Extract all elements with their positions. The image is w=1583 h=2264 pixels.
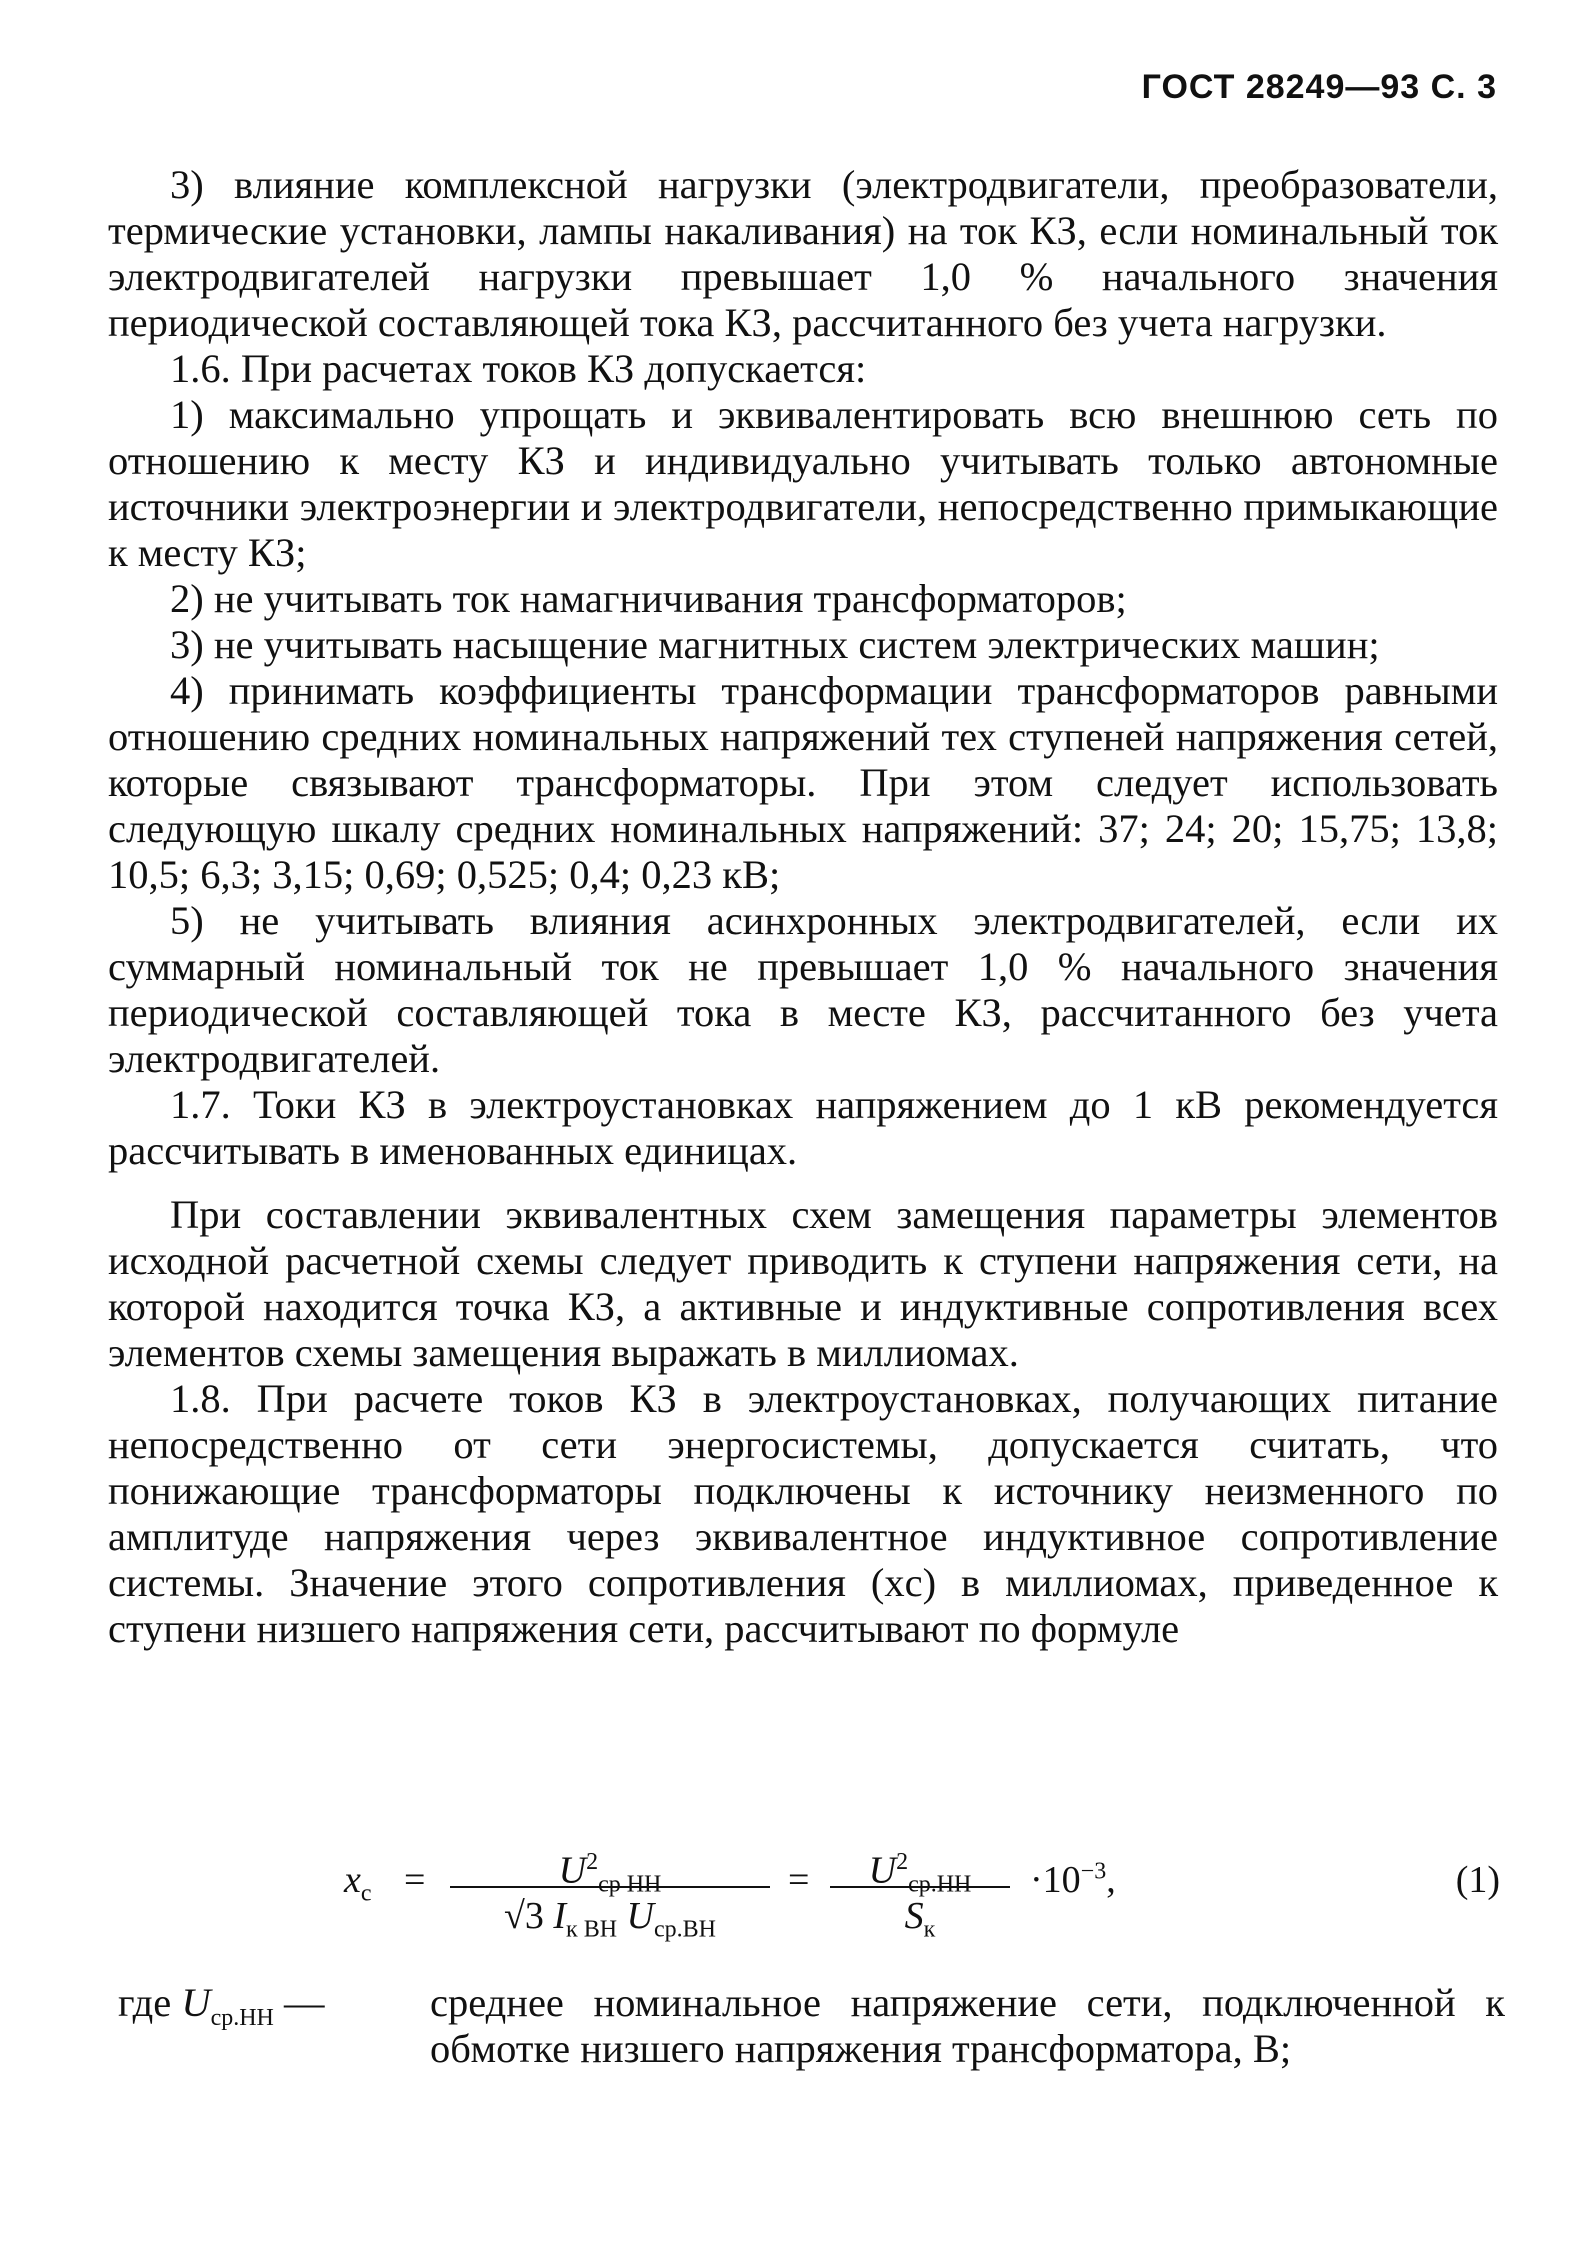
- formula-multiplier: $\cdot 10^{-3}$,: [1030, 1858, 1116, 1901]
- paragraph: 1) максимально упрощать и эквивалентировать всю внешнюю сеть по отношению к месту КЗ и индивидуально учитывать только автономные источники электроэнергии и электродвигатели, непосредственно примыкающие к месту КЗ;: [108, 392, 1498, 575]
- paragraph: 5) не учитывать влияния асинхронных электродвигателей, если их суммарный номинальный ток не превышает 1,0 % начального значения периодической составляющей тока в месте КЗ, рассчитанного без учета электродвигателей.: [108, 898, 1498, 1081]
- page-header: ГОСТ 28249—93 С. 3: [1141, 68, 1497, 106]
- paragraph: 4) принимать коэффициенты трансформации трансформаторов равными отношению средних номинальных напряжений тех ступеней напряжения сетей, которые связывают трансформаторы. При этом следует использовать следующую шкалу средних номинальных напряжений: 37; 24; 20; 15,75; 13,8; 10,5; 6,3; 3,15; 0,69; 0,525; 0,4; 0,23 кВ;: [108, 668, 1498, 897]
- where-definition: среднее номинальное напряжение сети, подключенной к обмотке низшего напряжения трансформатора, В;: [430, 1980, 1505, 2071]
- where-symbol: где $U_{ср.НН}$ —: [118, 1980, 325, 2032]
- fraction-2-numerator: $U^2_{ср.НН}$: [868, 1849, 972, 1898]
- paragraph: 2) не учитывать ток намагничивания трансформаторов;: [170, 576, 1127, 621]
- equals-sign: =: [788, 1859, 810, 1901]
- paragraph: 1.6. При расчетах токов КЗ допускается:: [170, 346, 867, 391]
- fraction-1-denominator: √3 $I_{к ВН}$ $U_{ср.ВН}$: [504, 1895, 716, 1943]
- formula-number: (1): [1455, 1859, 1500, 1901]
- paragraph: При составлении эквивалентных схем замещения параметры элементов исходной расчетной схемы следует приводить к ступени напряжения сети, на которой находится точка КЗ, а активные и индуктивные сопротивления всех элементов схемы замещения выражать в миллиомах.: [108, 1192, 1498, 1375]
- fraction-2-denominator: $S_к$: [904, 1895, 936, 1943]
- paragraph: 1.7. Токи КЗ в электроустановках напряжением до 1 кВ рекомендуется рассчитывать в именованных единицах.: [108, 1082, 1498, 1173]
- fraction-1-numerator: $U^2_{ср НН}$: [558, 1849, 662, 1898]
- paragraph: 1.8. При расчете токов КЗ в электроустановках, получающих питание непосредственно от сети энергосистемы, допускается считать, что понижающие трансформаторы подключены к источнику неизменного по амплитуде напряжения через эквивалентное индуктивное сопротивление системы. Значение этого сопротивления (xc) в миллиомах, приведенное к ступени низшего напряжения сети, рассчитывают по формуле: [108, 1376, 1498, 1651]
- fraction-2: [830, 1832, 1010, 1942]
- equals-sign: =: [404, 1859, 426, 1901]
- paragraph: 3) влияние комплексной нагрузки (электродвигатели, преобразователи, термические установки, лампы накаливания) на ток КЗ, если номинальный ток электродвигателей нагрузки превышает 1,0 % начального значения периодической составляющей тока КЗ, рассчитанного без учета нагрузки.: [108, 162, 1498, 345]
- formula-lhs: $x_c$: [344, 1859, 372, 1907]
- fraction-1: [450, 1832, 770, 1942]
- paragraph: 3) не учитывать насыщение магнитных систем электрических машин;: [170, 622, 1380, 667]
- formula-1: [330, 1822, 1510, 1952]
- body-text: [108, 162, 1498, 1652]
